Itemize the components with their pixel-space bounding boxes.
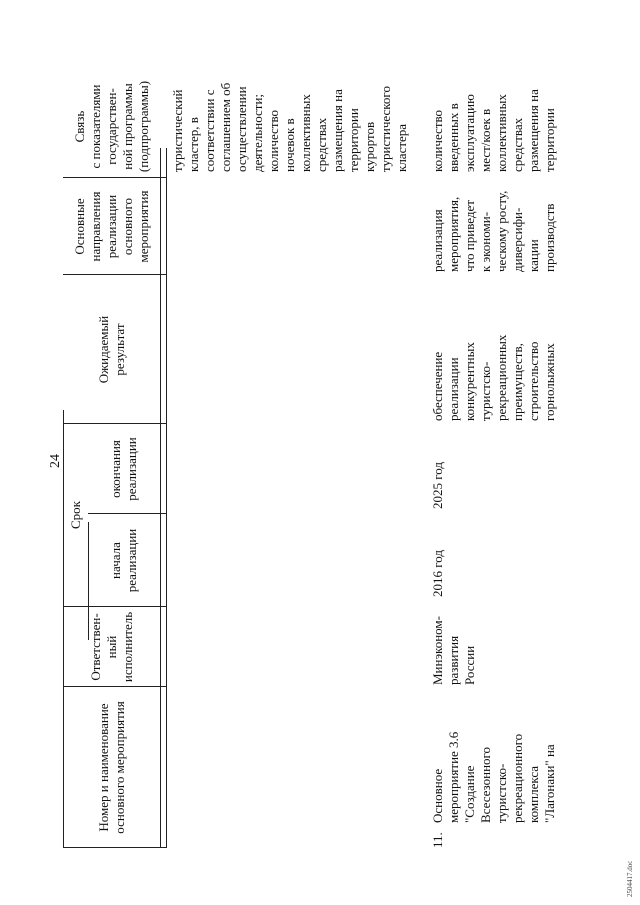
row-expected-result: обеспечение реализации конкурентных туристско- рекреационных преимуществ, строительство горнолыжных xyxy=(430,334,557,421)
row-main-directions: реализация мероприятия, что приведет к экономи- ческому росту, диверсифи- кации производств xyxy=(430,190,557,272)
row-end-year: 2025 год xyxy=(430,462,445,509)
header-link-indicators: Связь с показателями государствен- ной программы (подпрограммы) xyxy=(71,80,151,173)
document-code: 2504417.doc xyxy=(626,860,634,897)
header-end: окончания реализации xyxy=(108,437,139,501)
row-event-name: Основное мероприятие 3.6 "Создание Всесезонного туристско- рекреационного комплекса "Лагонаки" на xyxy=(430,731,557,823)
row-number: 11. xyxy=(430,832,445,848)
header-expected-result: Ожидаемый результат xyxy=(95,315,127,384)
row-start-year: 2016 год xyxy=(430,550,445,597)
row-link-indicators: количество введенных в эксплуатацию мест/коек в коллективных средствах размещения на территории xyxy=(430,89,557,172)
page-number: 24 xyxy=(48,454,63,468)
header-main-directions: Основные направления реализации основного мероприятия xyxy=(71,190,151,263)
header-start: начала реализации xyxy=(108,528,139,593)
header-number-name: Номер и наименование основного мероприятия xyxy=(95,701,127,834)
table-header-bottom-border xyxy=(160,148,161,848)
continuation-link-indicators: туристический кластер, в соответствии с соглашением об осуществлении деятельности; количество ночевок в коллективных средствах размещения на территории курортов туристического кластера xyxy=(170,82,409,172)
row-executor: Минэконом- развития России xyxy=(430,616,477,685)
header-executor: Ответствен- ный исполнитель xyxy=(87,611,135,683)
table-header-bottom-border-2 xyxy=(166,148,167,848)
header-term: Срок xyxy=(67,501,83,529)
